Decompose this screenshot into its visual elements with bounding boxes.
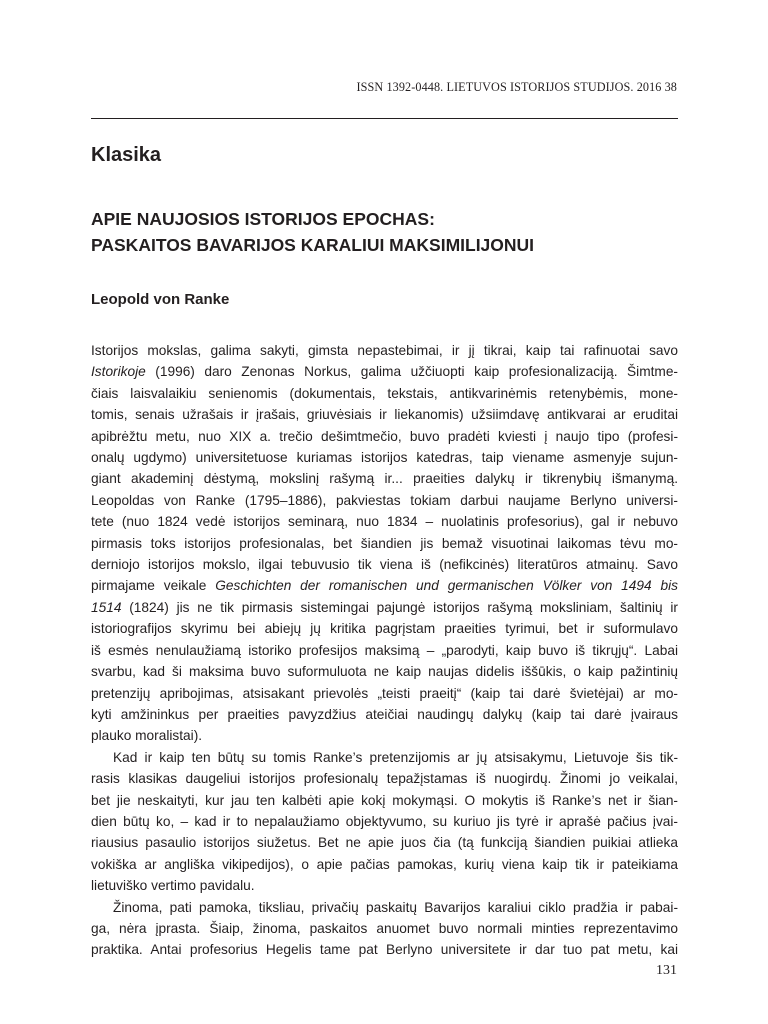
body-line: tomis, senais užrašais ir įrašais, griuvėsiais ir liekanomis) užsiimdavę antikvarai ar eruditai	[91, 407, 678, 423]
body-line: kyti amžininkus per praeities pavyzdžius ateičiai naudingų dalykų (kaip tai darė įvairaus	[91, 706, 678, 722]
running-header: ISSN 1392-0448. LIETUVOS ISTORIJOS STUDIJOS. 2016 38	[356, 80, 677, 94]
body-line: vokiška ar angliška vikipedijos), o apie pačias pamokas, kurių viena kaip tik ir pateikiama	[91, 856, 678, 872]
header-rule	[91, 118, 678, 119]
body-line: dien būtų ko, – kad ir to nepalaužiamo objektyvumo, su kuriuo jis tyrė ir aprašė pačius įvai-	[91, 813, 678, 829]
body-italic: Istorikoje	[91, 364, 146, 380]
body-line: onalų ugdymo) universitetuose kuriamas istorijos katedras, taip viename asmenyje sujun-	[91, 450, 678, 466]
body-run: (1996) daro Zenonas Norkus, galima užčiuopti kaip profesionalizaciją. Šimtme-	[145, 364, 678, 380]
body-line: apibrėžtu metu, nuo XIX a. trečio dešimtmečio, buvo pradėti kviesti į naujo tipo (profesi-	[91, 428, 678, 444]
body-line: rasis klasikas daugeliui istorijos profesionalų tepažįstamas iš nuogirdų. Žinomi jo veikalai,	[91, 771, 678, 787]
body-line: iš esmės nenulaužiamą istoriko profesijos maksimą – „parodyti, kaip buvo iš tikrųjų“. Labai	[91, 642, 678, 658]
body-line: bet jie neskaityti, kur jau ten kalbėti apie kokį mokymąsi. O mokytis iš Ranke’s net ir šian-	[91, 792, 678, 808]
body-italic: 1514	[91, 599, 122, 615]
body-line	[91, 575, 678, 596]
article-title-line-1: APIE NAUJOSIOS ISTORIJOS EPOCHAS:	[91, 209, 435, 229]
body-line: plauko moralistai).	[91, 728, 203, 744]
section-label: Klasika	[91, 144, 162, 166]
article-title	[91, 206, 534, 258]
body-run: pirmajame veikale	[91, 578, 216, 594]
body-line: pirmasis toks istorijos profesionalas, bet šiandien jis bemaž visuotinai laikomas tėvu mo-	[91, 535, 678, 551]
paragraph-2	[91, 747, 678, 897]
body-line: Istorijos mokslas, galima sakyti, gimsta nepastebimai, ir jį tikrai, kaip tai rafinuotai savo	[91, 343, 678, 358]
paragraph-1	[91, 340, 678, 747]
body-line: pretenzijų apribojimas, atsisakant prievolės „teisti praeitį“ (kaip tai darė švietėjai) ar mo-	[91, 685, 678, 701]
body-line: tete (nuo 1824 vedė istorijos seminarą, nuo 1834 – nuolatinis profesorius), gal ir nebuvo	[91, 514, 678, 530]
body-line: Kad ir kaip ten būtų su tomis Ranke’s pretenzijomis ar jų atsisakymu, Lietuvoje šis tik-	[113, 749, 678, 765]
body-line: istoriografijos skyrimu bei abiejų jų kritika pagrįstam praeities tyrimui, bet ir suformulavo	[91, 621, 678, 637]
body-run: (1824) jis ne tik pirmasis sistemingai pajungė istorijos rašymą moksliniam, šaltinių ir	[121, 599, 678, 615]
body-line	[91, 361, 678, 382]
body-line: svarbu, kad ši maksima buvo suformuluota ne kaip naujas didelis iššūkis, o kaip pažintinių	[91, 664, 678, 680]
body-line: praktika. Antai profesorius Hegelis tame pat Berlyno universitete ir dar tuo pat metu, kai	[91, 942, 678, 958]
body-italic: Geschichten der romanischen und germanischen Völker von 1494 bis	[215, 578, 678, 594]
body-line: lietuviško vertimo pavidalu.	[91, 878, 255, 894]
article-body	[91, 340, 678, 961]
body-line: Leopoldas von Ranke (1795–1886), pakviestas tokiam darbui naujame Berlyno universi-	[91, 492, 678, 508]
body-line: giant akademinį dėstymą, mokslinį rašymą ir... praeities dalykų ir tikrenybių išmanymą.	[91, 471, 678, 487]
paragraph-3	[91, 897, 678, 961]
body-line: riausius pasaulio istorijos siužetus. Bet ne apie juos čia (tą funkciją šiandien puikiai atlieka	[91, 835, 678, 851]
article-title-line-2: PASKAITOS BAVARIJOS KARALIUI MAKSIMILIJONUI	[91, 235, 535, 255]
page-number: 131	[656, 963, 677, 978]
body-line: derniojo istorijos mokslo, ilgai tebuvusio tik viena iš (nefikcinės) literatūros atmainų. Savo	[91, 557, 678, 573]
body-line	[91, 597, 678, 618]
body-line: Žinoma, pati pamoka, tiksliau, privačių paskaitų Bavarijos karaliui ciklo pradžia ir pabai-	[113, 899, 678, 915]
author-name: Leopold von Ranke	[91, 291, 230, 308]
body-line: čiais laisvalaikiu senienomis (dokumentais, tekstais, antikvarinėmis retenybėmis, mone-	[91, 385, 678, 401]
body-line: ga, nėra įprasta. Šiaip, žinoma, paskaitos anuomet buvo normali minties reprezentavimo	[91, 920, 678, 936]
